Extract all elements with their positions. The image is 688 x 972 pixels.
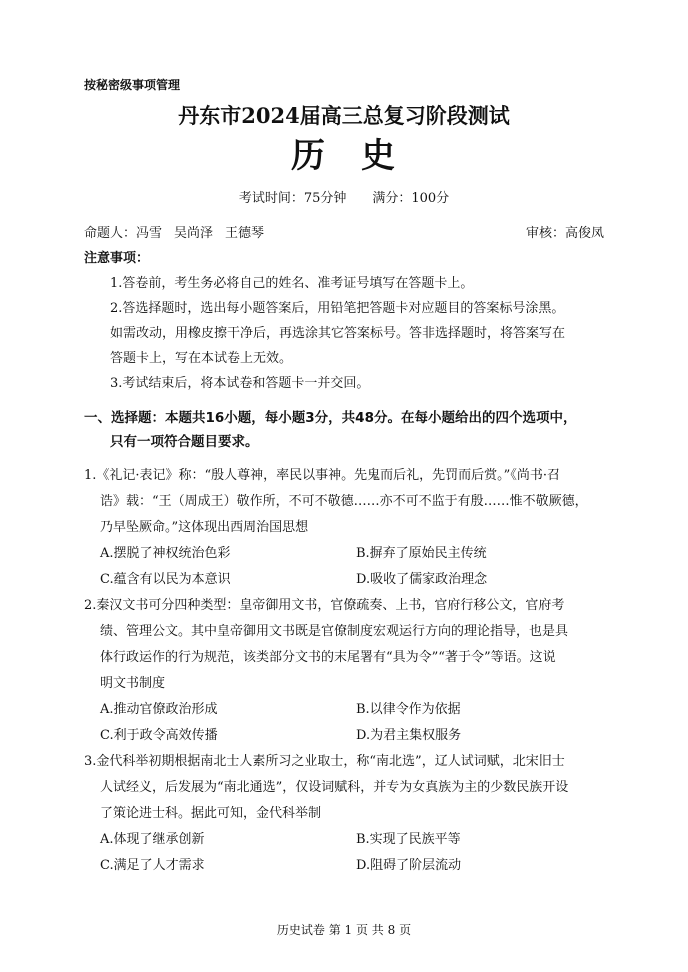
note-line: 1.答卷前，考生务必将自己的姓名、准考证号填写在答题卡上。: [110, 276, 474, 291]
notes-title: 注意事项：: [84, 251, 150, 266]
question-2-line: 体行政运作的行为规范，该类部分文书的末尾署有“具为令”“著于令”等语。这说: [100, 650, 556, 665]
exam-title: 丹东市2024届高三总复习阶段测试: [178, 103, 510, 128]
subject-char-2: 史: [361, 136, 397, 176]
reviewer: 审核：高俊凤: [525, 226, 604, 241]
section-heading-cont: 只有一项符合题目要求。: [110, 434, 259, 450]
question-3-line: 人试经义，后发展为“南北通选”，仅设词赋科，并专为女真族为主的少数民族开设: [100, 780, 569, 795]
question-3-option-a: A.体现了继承创新: [100, 832, 205, 847]
exam-time: 考试时间：75分钟: [238, 191, 347, 206]
question-3-line: 了策论进士科。据此可知，金代科举制: [100, 806, 322, 821]
question-3-option-b: B.实现了民族平等: [356, 832, 461, 847]
note-line: 3.考试结束后，将本试卷和答题卡一并交回。: [110, 376, 370, 391]
author-3: 王德琴: [225, 226, 265, 241]
confidentiality-note: 按秘密级事项管理: [84, 78, 181, 92]
full-score: 满分：100分: [372, 191, 450, 206]
subject-title: [0, 128, 688, 177]
page-footer: 历史试卷 第 1 页 共 8 页: [276, 923, 412, 937]
question-1-option-d: D.吸收了儒家政治理念: [356, 572, 488, 587]
question-1-line: 诰》载：“王（周成王）敬作所，不可不敬德……亦不可不监于有殷……惟不敬厥德，: [100, 494, 588, 509]
question-1-option-a: A.摆脱了神权统治色彩: [100, 546, 231, 561]
question-2-option-d: D.为君主集权服务: [356, 728, 462, 743]
exam-info: [0, 187, 688, 206]
question-2-option-a: A.推动官僚政治形成: [100, 702, 218, 717]
question-2-line: 2.秦汉文书可分四种类型：皇帝御用文书，官僚疏奏、上书，官府行移公文，官府考: [84, 598, 565, 613]
question-1-option-c: C.蕴含有以民为本意识: [100, 572, 231, 587]
question-1-line: 1.《礼记·表记》称：“殷人尊神，率民以事神。先鬼而后礼，先罚而后赏。”《尚书·召: [84, 468, 560, 483]
question-1-option-b: B.摒弃了原始民主传统: [356, 546, 487, 561]
question-1-line: 乃早坠厥命。”这体现出西周治国思想: [100, 520, 309, 535]
question-3-line: 3.金代科举初期根据南北士人素所习之业取士，称“南北选”，辽人试词赋，北宋旧士: [84, 754, 565, 769]
question-3-option-c: C.满足了人才需求: [100, 858, 205, 873]
question-2-line: 绩、管理公文。其中皇帝御用文书既是官僚制度宏观运行方向的理论指导，也是具: [100, 624, 569, 639]
author-2: 吴尚泽: [174, 226, 214, 241]
question-2-option-c: C.利于政令高效传播: [100, 728, 218, 743]
question-2-option-b: B.以律令作为依据: [356, 702, 461, 717]
note-line: 答题卡上，写在本试卷上无效。: [110, 351, 293, 366]
note-line: 如需改动，用橡皮擦干净后，再选涂其它答案标号。答非选择题时，将答案写在: [110, 326, 566, 341]
authors: [84, 222, 264, 241]
subject-char-1: 历: [291, 136, 327, 176]
question-2-line: 明文书制度: [100, 676, 166, 691]
author-1: 命题人：冯雪: [84, 226, 163, 241]
question-3-option-d: D.阻碍了阶层流动: [356, 858, 462, 873]
section-heading: 一、选择题：本题共16小题，每小题3分，共48分。在每小题给出的四个选项中，: [84, 410, 577, 426]
note-line: 2.答选择题时，选出每小题答案后，用铅笔把答题卡对应题目的答案标号涂黑。: [110, 301, 565, 316]
